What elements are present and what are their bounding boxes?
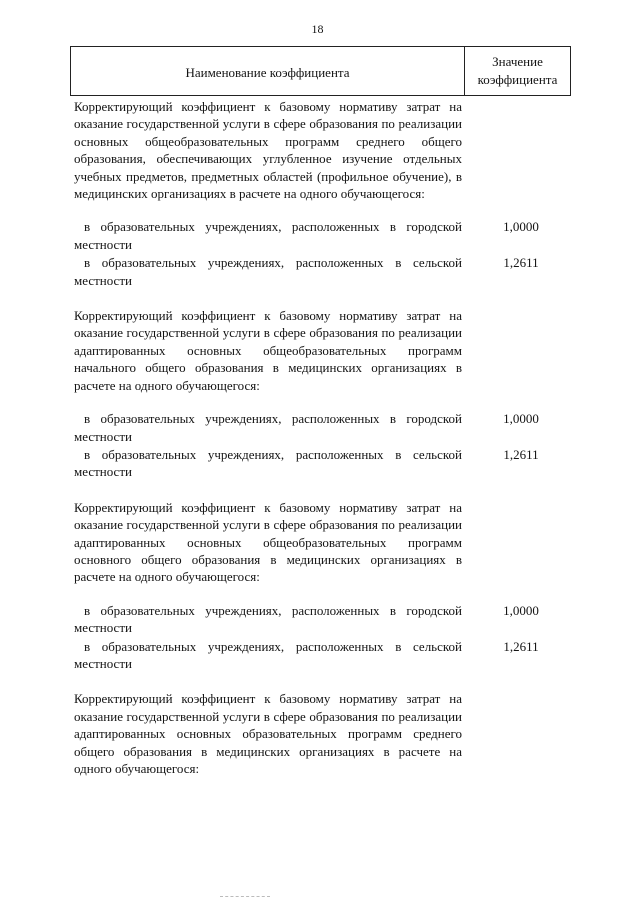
table-row xyxy=(74,638,574,673)
row-value: 1,2611 xyxy=(503,638,539,654)
table-body xyxy=(74,96,574,793)
row-value: 1,2611 xyxy=(503,446,539,462)
coefficient-description: Корректирующий коэффициент к базовому нормативу затрат на оказание государственной услуги в сфере образования по реализации адаптированных основных образовательных программ среднего общего образования в медицинских организациях в расчете на одного обучающегося: xyxy=(74,691,462,776)
row-label: в образовательных учреждениях, расположенных в сельской местности xyxy=(74,446,462,480)
row-label: в образовательных учреждениях, расположенных в сельской местности xyxy=(74,638,462,671)
row-label: в образовательных учреждениях, расположенных в сельской местности xyxy=(74,255,462,288)
coefficient-description: Корректирующий коэффициент к базовому нормативу затрат на оказание государственной услуги в сфере образования по реализации основных общеобразовательных программ среднего общего образования, обеспечивающих углубленное изучение отдельных учебных предметов, предметных областей (профильное обучение), в медицинских организациях в расчете на одного обучающегося: xyxy=(74,99,462,202)
row-label: в образовательных учреждениях, расположенных в городской местности xyxy=(74,602,462,636)
header-value-column: Значение коэффициента xyxy=(477,54,558,87)
coefficient-section xyxy=(74,688,574,777)
table-header xyxy=(70,46,571,96)
table-row xyxy=(74,254,574,289)
row-value: 1,2611 xyxy=(503,255,539,271)
table-row xyxy=(74,410,574,445)
table-row xyxy=(74,218,574,253)
coefficient-description: Корректирующий коэффициент к базовому нормативу затрат на оказание государственной услуги в сфере образования по реализации адаптированных основных общеобразовательных программ начального общего образования в медицинских организациях в расчете на одного обучающегося: xyxy=(74,308,462,393)
header-name-column: Наименование коэффициента xyxy=(71,47,465,95)
row-label: в образовательных учреждениях, расположенных в городской местности xyxy=(74,411,462,444)
footer-divider xyxy=(220,896,270,897)
coefficient-section xyxy=(74,305,574,481)
row-value: 1,0000 xyxy=(503,602,539,618)
coefficient-section xyxy=(74,96,574,289)
table-row xyxy=(74,446,574,481)
row-value: 1,0000 xyxy=(503,219,539,235)
row-label: в образовательных учреждениях, расположенных в городской местности xyxy=(74,219,462,252)
coefficient-section xyxy=(74,497,574,673)
page-number: 18 xyxy=(311,22,324,36)
table-row xyxy=(74,602,574,637)
row-value: 1,0000 xyxy=(503,411,539,427)
coefficient-description: Корректирующий коэффициент к базовому нормативу затрат на оказание государственной услуги в сфере образования по реализации адаптированных основных общеобразовательных программ основного общего образования в медицинских организациях в расчете на одного обучающегося: xyxy=(74,499,462,585)
